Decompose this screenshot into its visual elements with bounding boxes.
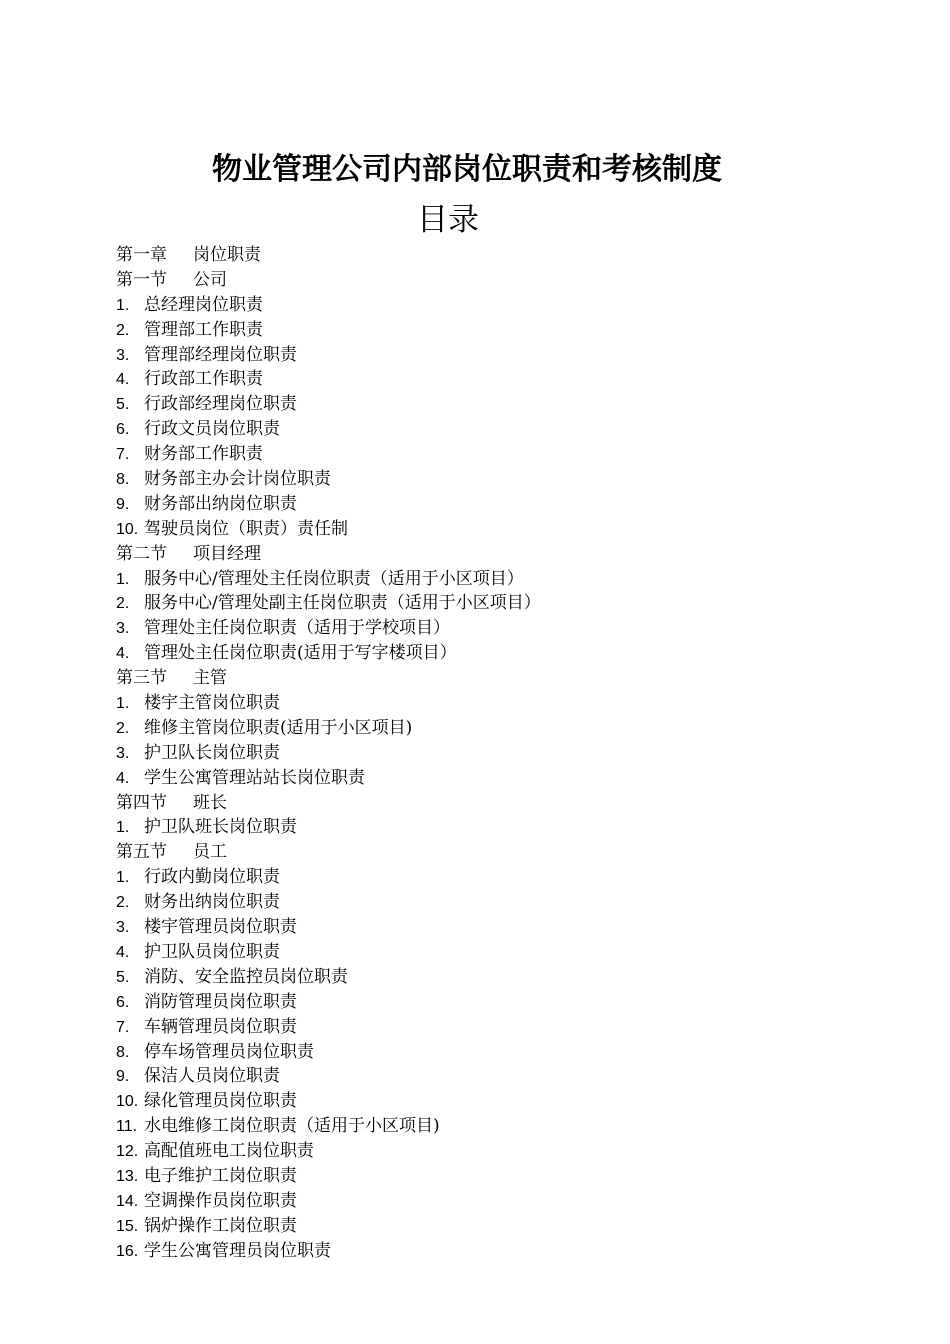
toc-entry-text: 消防、安全监控员岗位职责 bbox=[144, 966, 348, 987]
toc-entry-text: 财务出纳岗位职责 bbox=[144, 892, 280, 913]
toc-entry bbox=[116, 367, 856, 392]
toc-entry bbox=[116, 442, 856, 467]
toc-entry bbox=[116, 517, 856, 542]
toc-entry-number: 1. bbox=[116, 695, 130, 713]
toc-section-heading bbox=[116, 840, 856, 865]
toc-entry bbox=[116, 766, 856, 791]
section-title: 项目经理 bbox=[193, 543, 261, 564]
toc-entry-number: 3. bbox=[116, 744, 130, 762]
toc-entry-number: 3. bbox=[116, 620, 130, 638]
toc-entry bbox=[116, 716, 856, 741]
toc-entry-number: 7. bbox=[116, 446, 130, 464]
toc-entry-text: 管理部经理岗位职责 bbox=[144, 344, 297, 365]
toc-entry-text: 财务部出纳岗位职责 bbox=[144, 493, 297, 514]
toc-entry-number: 4. bbox=[116, 769, 130, 787]
toc-entry-text: 管理处主任岗位职责(适用于写字楼项目） bbox=[144, 643, 457, 664]
toc-entry-text: 管理部工作职责 bbox=[144, 319, 263, 340]
toc-entry-text: 护卫队长岗位职责 bbox=[144, 742, 280, 763]
toc-entry-text: 服务中心/管理处主任岗位职责（适用于小区项目） bbox=[144, 568, 524, 589]
toc-entry-text: 总经理岗位职责 bbox=[144, 294, 263, 315]
toc-entry-text: 绿化管理员岗位职责 bbox=[144, 1091, 297, 1112]
toc-entry-number: 6. bbox=[116, 421, 130, 439]
document-title: 物业管理公司内部岗位职责和考核制度 bbox=[212, 152, 722, 187]
toc-entry-number: 4. bbox=[116, 943, 130, 961]
toc-entry-number: 14. bbox=[116, 1192, 139, 1210]
section-title: 主管 bbox=[193, 668, 227, 689]
toc-entry-number: 10. bbox=[116, 520, 139, 538]
toc-entry bbox=[116, 417, 856, 442]
toc-entry-number: 1. bbox=[116, 869, 130, 887]
toc-entry-number: 5. bbox=[116, 968, 130, 986]
toc-entry-number: 11. bbox=[116, 1118, 138, 1136]
toc-entry-number: 16. bbox=[116, 1242, 139, 1260]
toc-entry-text: 管理处主任岗位职责（适用于学校项目） bbox=[144, 618, 450, 639]
toc-entry-number: 3. bbox=[116, 919, 130, 937]
toc-entry-text: 维修主管岗位职责(适用于小区项目) bbox=[144, 717, 413, 738]
toc-entry-number: 1. bbox=[116, 819, 130, 837]
toc-entry-text: 行政部工作职责 bbox=[144, 369, 263, 390]
toc-entry-text: 学生公寓管理员岗位职责 bbox=[144, 1240, 331, 1261]
toc-entry bbox=[116, 343, 856, 368]
toc-entry bbox=[116, 492, 856, 517]
toc-entry-number: 2. bbox=[116, 321, 130, 339]
toc-entry-number: 10. bbox=[116, 1093, 139, 1111]
toc-entry bbox=[116, 567, 856, 592]
toc-entry-text: 消防管理员岗位职责 bbox=[144, 991, 297, 1012]
toc-entry-text: 保洁人员岗位职责 bbox=[144, 1066, 280, 1087]
toc-entry-text: 驾驶员岗位（职责）责任制 bbox=[144, 518, 348, 539]
toc-entry bbox=[116, 293, 856, 318]
toc-entry-number: 5. bbox=[116, 396, 130, 414]
toc-entry bbox=[116, 1040, 856, 1065]
toc-entry-number: 12. bbox=[116, 1143, 139, 1161]
toc-entry-text: 行政文员岗位职责 bbox=[144, 419, 280, 440]
toc-entry bbox=[116, 815, 856, 840]
chapter-title: 岗位职责 bbox=[193, 245, 261, 265]
toc-entry bbox=[116, 591, 856, 616]
toc-entry-text: 护卫队班长岗位职责 bbox=[144, 817, 297, 838]
toc-entry-text: 水电维修工岗位职责（适用于小区项目) bbox=[144, 1116, 440, 1137]
toc-entry bbox=[116, 467, 856, 492]
toc-entry bbox=[116, 915, 856, 940]
toc-entry-text: 车辆管理员岗位职责 bbox=[144, 1016, 297, 1037]
toc-entry-text: 服务中心/管理处副主任岗位职责（适用于小区项目） bbox=[144, 593, 541, 614]
toc-entry bbox=[116, 392, 856, 417]
toc-entry-text: 锅炉操作工岗位职责 bbox=[144, 1215, 297, 1236]
chapter-label: 第一章 bbox=[116, 245, 167, 265]
section-label: 第四节 bbox=[116, 792, 167, 813]
toc-entry-text: 财务部工作职责 bbox=[144, 444, 263, 465]
toc-entry bbox=[116, 890, 856, 915]
toc-entry-text: 停车场管理员岗位职责 bbox=[144, 1041, 314, 1062]
toc-entry-text: 高配值班电工岗位职责 bbox=[144, 1141, 314, 1162]
toc-section-heading bbox=[116, 666, 856, 691]
toc-entry-number: 2. bbox=[116, 595, 130, 613]
toc-entry-number: 1. bbox=[116, 570, 130, 588]
toc-entry-text: 楼宇主管岗位职责 bbox=[144, 693, 280, 714]
toc-entry-text: 楼宇管理员岗位职责 bbox=[144, 917, 297, 938]
toc-entry bbox=[116, 741, 856, 766]
table-of-contents bbox=[116, 243, 856, 1264]
toc-entry bbox=[116, 865, 856, 890]
toc-entry bbox=[116, 1139, 856, 1164]
section-label: 第三节 bbox=[116, 668, 167, 689]
toc-section-heading bbox=[116, 268, 856, 293]
toc-entry bbox=[116, 616, 856, 641]
toc-section-heading bbox=[116, 542, 856, 567]
toc-entry bbox=[116, 1114, 856, 1139]
section-title: 公司 bbox=[193, 269, 227, 290]
section-label: 第一节 bbox=[116, 269, 167, 290]
toc-entry-number: 7. bbox=[116, 1018, 130, 1036]
toc-entry-text: 护卫队员岗位职责 bbox=[144, 941, 280, 962]
toc-entry-number: 2. bbox=[116, 894, 130, 912]
toc-entry-text: 学生公寓管理站站长岗位职责 bbox=[144, 767, 365, 788]
toc-entry bbox=[116, 691, 856, 716]
toc-section-heading bbox=[116, 791, 856, 816]
toc-entry bbox=[116, 940, 856, 965]
toc-entry-number: 1. bbox=[116, 296, 130, 314]
toc-entry-text: 财务部主办会计岗位职责 bbox=[144, 469, 331, 490]
toc-chapter-heading bbox=[116, 243, 856, 268]
toc-entry-number: 2. bbox=[116, 719, 130, 737]
toc-heading: 目录 bbox=[417, 202, 479, 238]
toc-entry bbox=[116, 990, 856, 1015]
toc-entry-text: 行政部经理岗位职责 bbox=[144, 394, 297, 415]
toc-entry bbox=[116, 1164, 856, 1189]
toc-entry bbox=[116, 318, 856, 343]
toc-entry bbox=[116, 1015, 856, 1040]
toc-entry bbox=[116, 641, 856, 666]
section-title: 员工 bbox=[193, 842, 227, 863]
toc-entry bbox=[116, 1189, 856, 1214]
toc-entry-number: 6. bbox=[116, 993, 130, 1011]
toc-entry-text: 电子维护工岗位职责 bbox=[144, 1165, 297, 1186]
toc-entry-number: 15. bbox=[116, 1217, 139, 1235]
section-title: 班长 bbox=[193, 792, 227, 813]
toc-entry bbox=[116, 1214, 856, 1239]
toc-entry-number: 13. bbox=[116, 1167, 139, 1185]
toc-entry-text: 空调操作员岗位职责 bbox=[144, 1190, 297, 1211]
toc-entry-text: 行政内勤岗位职责 bbox=[144, 867, 280, 888]
toc-entry-number: 9. bbox=[116, 1068, 130, 1086]
toc-entry-number: 9. bbox=[116, 495, 130, 513]
toc-entry-number: 8. bbox=[116, 1043, 130, 1061]
toc-entry-number: 3. bbox=[116, 346, 130, 364]
toc-entry-number: 4. bbox=[116, 645, 130, 663]
toc-entry bbox=[116, 1064, 856, 1089]
toc-entry bbox=[116, 1239, 856, 1264]
section-label: 第五节 bbox=[116, 842, 167, 863]
section-label: 第二节 bbox=[116, 543, 167, 564]
toc-entry-number: 4. bbox=[116, 371, 130, 389]
toc-entry bbox=[116, 965, 856, 990]
toc-entry-number: 8. bbox=[116, 471, 130, 489]
toc-entry bbox=[116, 1089, 856, 1114]
